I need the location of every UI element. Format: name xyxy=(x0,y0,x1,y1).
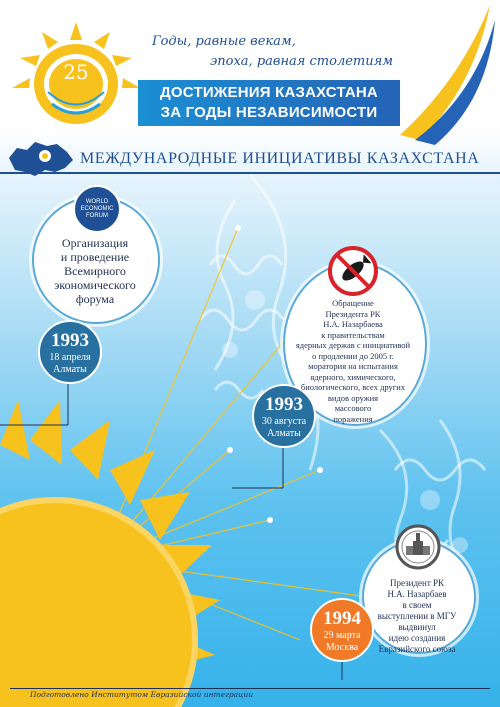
event-3-text-line: выступлении в МГУ xyxy=(377,611,457,621)
event-3-text-line: Н.А. Назарбаев xyxy=(387,589,447,599)
banner-title-line-1: ДОСТИЖЕНИЯ КАЗАХСТАНА xyxy=(160,84,378,101)
event-2-text-line: поражения xyxy=(333,413,373,424)
event-2-text-line: к правительствам xyxy=(321,329,385,340)
event-2-date-badge xyxy=(252,384,316,448)
event-1-text-line: форума xyxy=(75,292,115,306)
event-3-text-line: выдвинул xyxy=(398,622,436,632)
event-2-text-line: Президента РК xyxy=(325,308,381,319)
world-economic-forum-logo xyxy=(73,185,121,233)
event-2-text-line: видов оружия xyxy=(327,392,379,403)
event-1-date-badge xyxy=(38,320,102,384)
event-2-text-line: ядерного, химического, xyxy=(310,371,396,382)
slogan-line-2: эпоха, равная столетиям xyxy=(210,54,394,69)
slogan-line-1: Годы, равные векам, xyxy=(152,34,296,49)
event-3-date: 29 марта xyxy=(323,630,361,641)
event-2-text-line: моратория на испытания xyxy=(308,361,398,371)
event-2-text-line: о продлении до 2005 г. xyxy=(312,350,394,361)
event-1-place: Алматы xyxy=(53,364,87,375)
event-3-text-line: Евразийского союза xyxy=(378,644,456,654)
event-3-date-badge xyxy=(310,598,374,662)
event-3-text-line: идею создания xyxy=(388,633,446,643)
msu-emblem-icon xyxy=(395,524,441,570)
event-3-place: Москва xyxy=(325,642,359,653)
event-1-description xyxy=(40,236,150,306)
footer-credit: Подготовлено Институтом Евразийской интеграции xyxy=(30,690,254,699)
event-1-text-line: и проведение xyxy=(60,250,130,264)
event-2-text-line: биологического, всех других xyxy=(300,382,406,392)
event-1-text-line: экономического xyxy=(54,278,136,292)
event-2-place: Алматы xyxy=(267,428,301,439)
event-2-text-line: массового xyxy=(334,403,372,413)
footer-divider xyxy=(10,688,490,689)
event-1-text-line: Организация xyxy=(61,236,129,250)
event-2-text-line: Н.А. Назарбаева xyxy=(323,319,383,329)
event-3-text-line: в своем xyxy=(402,600,432,610)
section-title: МЕЖДУНАРОДНЫЕ ИНИЦИАТИВЫ КАЗАХСТАНА xyxy=(80,150,480,167)
event-3-year: 1994 xyxy=(323,608,361,629)
banner-title-line-2: ЗА ГОДЫ НЕЗАВИСИМОСТИ xyxy=(160,104,378,121)
event-2-text-line: Обращение xyxy=(332,298,374,308)
event-3-text-line: Президент РК xyxy=(389,578,445,588)
event-1-date: 18 апреля xyxy=(49,352,91,363)
event-1-text-line: Всемирного xyxy=(64,264,126,278)
wef-logo-line-1: WORLD xyxy=(85,199,109,205)
event-2-year: 1993 xyxy=(265,394,303,415)
no-weapons-icon xyxy=(328,246,378,296)
wef-logo-line-3: FORUM xyxy=(86,213,108,219)
event-2-date: 30 августа xyxy=(261,416,307,427)
wef-logo-line-2: ECONOMIC xyxy=(80,206,114,212)
event-2-text-line: ядерных держав с инициативой xyxy=(295,340,411,350)
anniversary-badge-number: 25 xyxy=(63,60,89,84)
event-1-year: 1993 xyxy=(51,330,89,351)
event-3-description xyxy=(364,578,470,655)
